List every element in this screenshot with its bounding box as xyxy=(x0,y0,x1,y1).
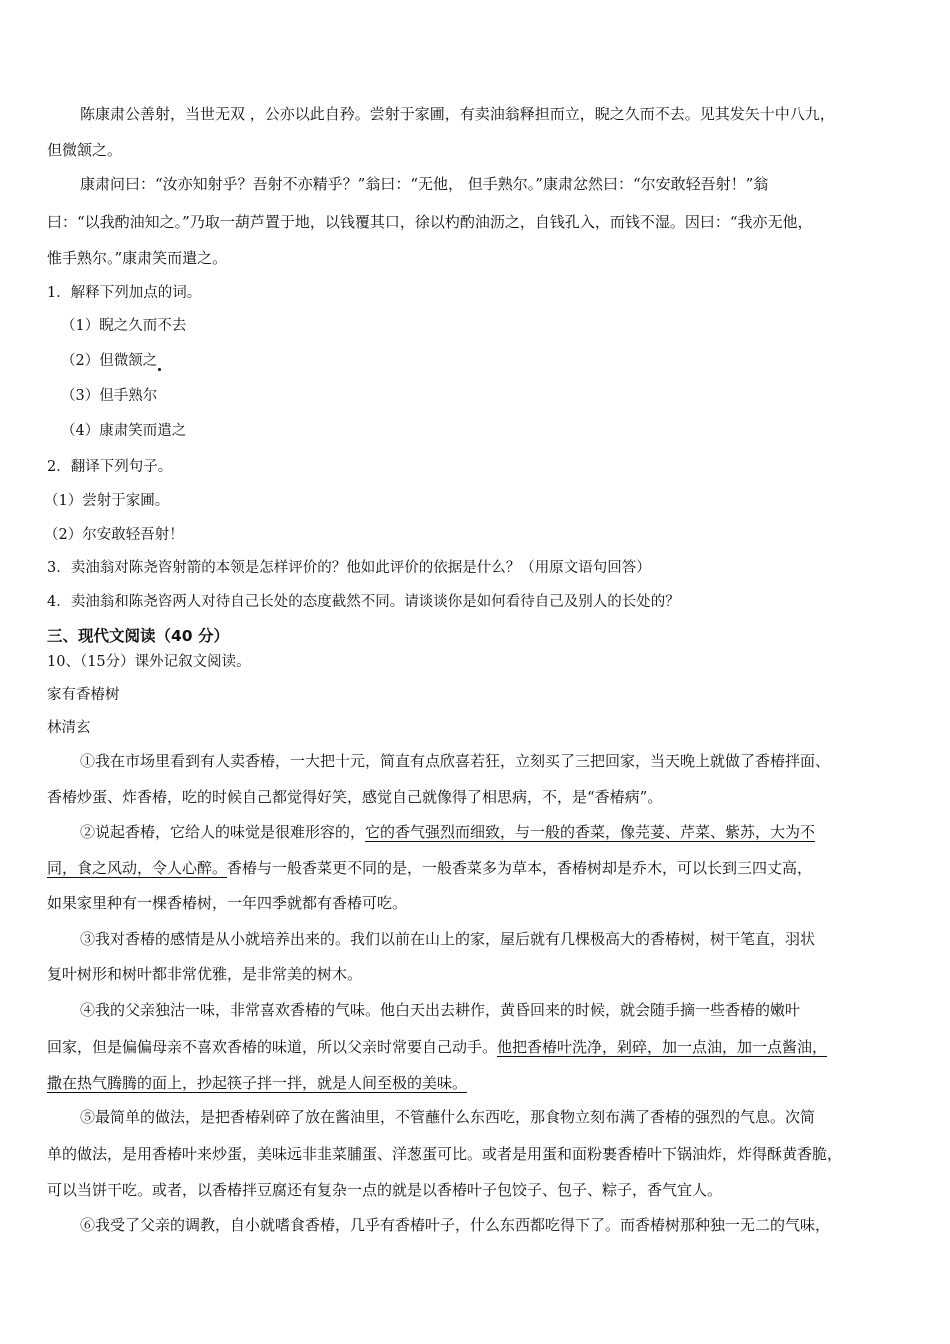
classical-para2-line3: 惟手熟尔。”康肃笑而遣之。 xyxy=(47,249,228,267)
article-para2-line2 xyxy=(47,858,812,878)
article-para6-line1: ⑥我受了父亲的调教，自小就嗜食香椿，几乎有香椿叶子，什么东西都吃得下了。而香椿树那种独一无二的气味， xyxy=(80,1216,831,1234)
article-para2-line2-plain: 香椿与一般香菜更不同的是，一般香菜多为草本，香椿树却是乔木，可以长到三四丈高， xyxy=(227,859,813,877)
underlined-sentence: 它的香气强烈而细致，与一般的香菜，像芫荽、芹菜、紫苏，大为不 xyxy=(365,823,816,841)
article-para2-line1-plain: ②说起香椿，它给人的味觉是很难形容的， xyxy=(80,823,366,841)
article-para2-line3: 如果家里种有一棵香椿树，一年四季就都有香椿可吃。 xyxy=(47,894,408,912)
question-1-item-4: （4）康肃笑而遣之 xyxy=(61,423,187,439)
article-author: 林清玄 xyxy=(47,720,91,736)
underlined-sentence-2: 他把香椿叶洗净，剁碎，加一点油，加一点酱油， xyxy=(497,1038,828,1056)
article-para5-line1: ⑤最简单的做法，是把香椿剁碎了放在酱油里，不管蘸什么东西吃，那食物立刻布满了香椿的强烈的气息。次简 xyxy=(80,1108,816,1126)
article-para4-line2 xyxy=(47,1037,827,1057)
article-para1-line2: 香椿炒蛋、炸香椿，吃的时候自己都觉得好笑，感觉自己就像得了相思病，不，是“香椿病”。 xyxy=(47,788,663,806)
article-para4-line3: 撒在热气腾腾的面上，抄起筷子拌一拌，就是人间至极的美味。 xyxy=(47,1074,468,1092)
article-para5-line3: 可以当饼干吃。或者，以香椿拌豆腐还有复杂一点的就是以香椿叶子包饺子、包子、粽子，香气宜人。 xyxy=(47,1181,723,1199)
article-para4-line1: ④我的父亲独沽一味，非常喜欢香椿的气味。他白天出去耕作，黄昏回来的时候，就会随手摘一些香椿的嫩叶 xyxy=(80,1001,801,1019)
question-2: 2．翻译下列句子。 xyxy=(47,459,173,475)
article-para3-line2: 复叶树形和树叶都非常优雅，是非常美的树木。 xyxy=(47,965,363,983)
question-4: 4．卖油翁和陈尧咨两人对待自己长处的态度截然不同。请谈谈你是如何看待自己及别人的长处的？ xyxy=(47,594,680,610)
question-1: 1．解释下列加点的词。 xyxy=(47,285,202,301)
classical-para2-line1: 康肃问曰：“汝亦知射乎？吾射不亦精乎？”翁曰：“无他， 但手熟尔。”康肃忿然曰：“尔安敢轻吾射！”翁 xyxy=(80,175,769,193)
article-para4-line2-plain: 回家，但是偏偏母亲不喜欢香椿的味道，所以父亲时常要自己动手。 xyxy=(47,1038,498,1056)
underlined-sentence-end: 同，食之风动，令人心醉。 xyxy=(47,859,228,877)
emphasis-dot xyxy=(158,368,161,371)
article-title: 家有香椿树 xyxy=(47,687,120,703)
question-1-item-3: （3）但手熟尔 xyxy=(61,388,158,404)
article-para5-line2: 单的做法，是用香椿叶来炒蛋，美味远非韭菜脯蛋、洋葱蛋可比。或者是用蛋和面粉裹香椿叶下锅油炸，炸得酥黄香脆， xyxy=(47,1145,843,1163)
article-para3-line1: ③我对香椿的感情是从小就培养出来的。我们以前在山上的家，屋后就有几棵极高大的香椿树，树干笔直，羽状 xyxy=(80,930,816,948)
article-para2-line1 xyxy=(80,822,815,842)
question-10: 10、（15分）课外记叙文阅读。 xyxy=(47,654,251,670)
question-1-item-2: （2）但微颔之 xyxy=(61,353,158,369)
classical-para1-line1: 陈康肃公善射，当世无双 ，公亦以此自矜。尝射于家圃，有卖油翁释担而立，睨之久而不去。见其发矢十中八九， xyxy=(80,105,835,123)
question-3: 3．卖油翁对陈尧咨射箭的本领是怎样评价的？他如此评价的依据是什么？（用原文语句回答） xyxy=(47,560,651,576)
classical-para1-line2: 但微颔之。 xyxy=(47,141,123,159)
section-title: 三、现代文阅读（40 分） xyxy=(47,627,229,645)
question-2-item-1: （1）尝射于家圃。 xyxy=(44,493,170,509)
classical-para2-line2: 曰：“以我酌油知之。”乃取一葫芦置于地，以钱覆其口，徐以杓酌油沥之，自钱孔入，而钱不湿。因曰：“我亦无他， xyxy=(47,213,813,231)
question-1-item-1: （1）睨之久而不去 xyxy=(61,318,187,334)
question-2-item-2: （2）尔安敢轻吾射！ xyxy=(44,527,184,543)
article-para1-line1: ①我在市场里看到有人卖香椿，一大把十元，简直有点欣喜若狂，立刻买了三把回家，当天晚上就做了香椿拌面、 xyxy=(80,752,831,770)
